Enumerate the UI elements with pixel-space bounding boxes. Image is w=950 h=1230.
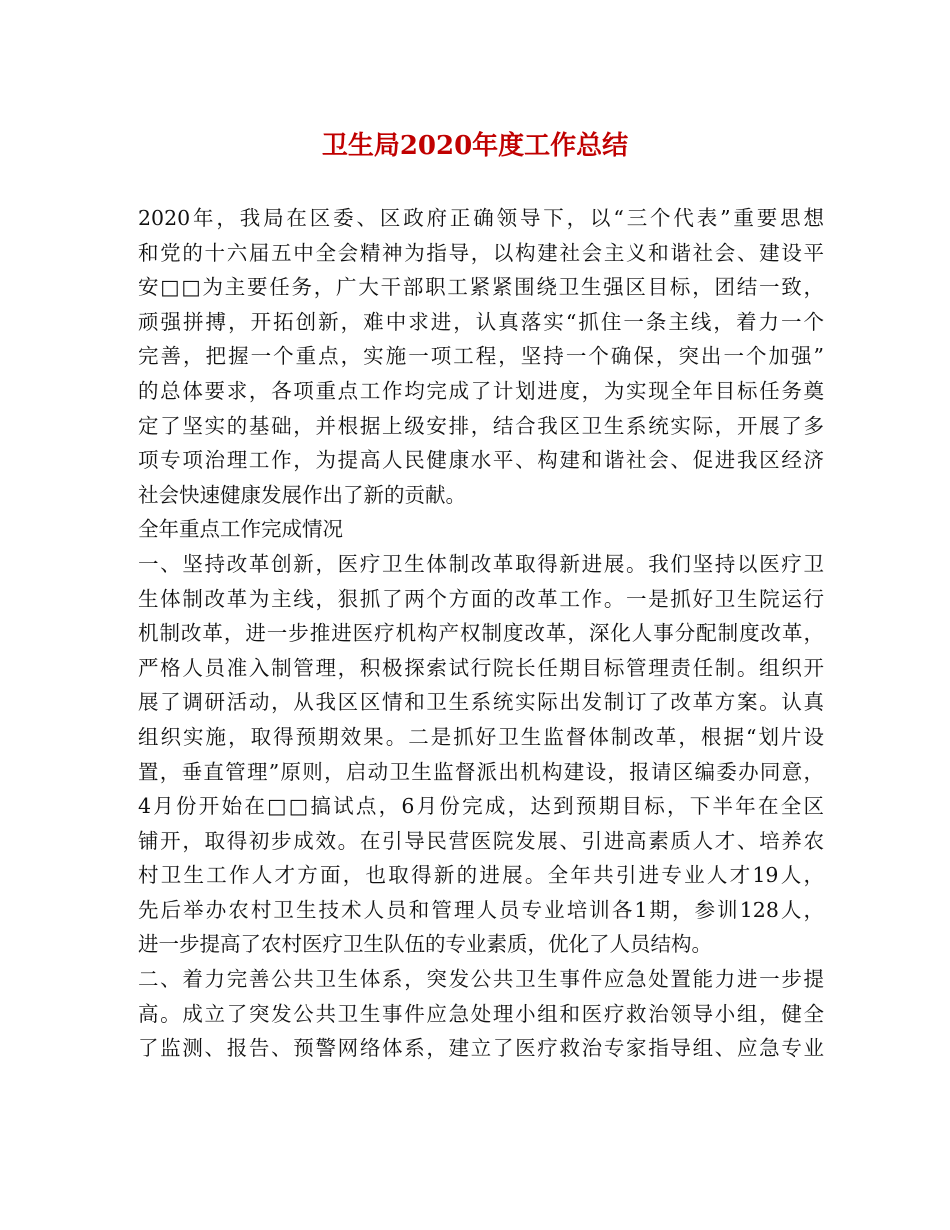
text-line: 一、坚持改革创新，医疗卫生体制改革取得新进展。我们坚持以医疗卫: [138, 551, 824, 576]
text-line: 严格人员准入制管理，积极探索试行院长任期目标管理责任制。组织开: [138, 655, 824, 680]
text-line: 二、着力完善公共卫生体系，突发公共卫生事件应急处置能力进一步提: [138, 967, 824, 992]
text-line: 置，垂直管理”原则，启动卫生监督派出机构建设，报请区编委办同意，: [138, 759, 824, 784]
document-body: [138, 201, 824, 1066]
text-line: 生体制改革为主线，狠抓了两个方面的改革工作。一是抓好卫生院运行: [138, 586, 824, 611]
text-line: 项专项治理工作，为提高人民健康水平、构建和谐社会、促进我区经济: [138, 448, 824, 473]
text-line: 了监测、报告、预警网络体系，建立了医疗救治专家指导组、应急专业: [138, 1036, 824, 1061]
text-line: 先后举办农村卫生技术人员和管理人员专业培训各1期，参训128人，: [138, 897, 824, 922]
text-line: 铺开，取得初步成效。在引导民营医院发展、引进高素质人才、培养农: [138, 828, 824, 853]
text-line: 安□□为主要任务，广大干部职工紧紧围绕卫生强区目标，团结一致，: [138, 275, 824, 300]
text-line: 村卫生工作人才方面，也取得新的进展。全年共引进专业人才19人，: [138, 863, 824, 888]
text-line: 社会快速健康发展作出了新的贡献。: [138, 482, 466, 507]
text-line: 全年重点工作完成情况: [138, 517, 343, 542]
text-line: 高。成立了突发公共卫生事件应急处理小组和医疗救治领导小组，健全: [138, 1001, 824, 1026]
text-line: 的总体要求，各项重点工作均完成了计划进度，为实现全年目标任务奠: [138, 378, 824, 403]
text-line: 展了调研活动，从我区区情和卫生系统实际出发制订了改革方案。认真: [138, 690, 824, 715]
document-title: 卫生局2020年度工作总结: [321, 131, 629, 161]
text-line: 顽强拼搏，开拓创新，难中求进，认真落实“抓住一条主线，着力一个: [138, 309, 824, 334]
text-line: 4月份开始在□□搞试点，6月份完成，达到预期目标，下半年在全区: [138, 794, 824, 819]
text-line: 机制改革，进一步推进医疗机构产权制度改革，深化人事分配制度改革，: [138, 621, 824, 646]
text-line: 完善，把握一个重点，实施一项工程，坚持一个确保，突出一个加强”: [138, 344, 824, 369]
text-line: 进一步提高了农村医疗卫生队伍的专业素质，优化了人员结构。: [138, 932, 712, 957]
text-line: 2020年，我局在区委、区政府正确领导下，以“三个代表”重要思想: [138, 206, 824, 230]
text-line: 定了坚实的基础，并根据上级安排，结合我区卫生系统实际，开展了多: [138, 413, 824, 438]
text-line: 和党的十六届五中全会精神为指导，以构建社会主义和谐社会、建设平: [138, 240, 824, 265]
text-line: 组织实施，取得预期效果。二是抓好卫生监督体制改革，根据“划片设: [138, 724, 824, 749]
